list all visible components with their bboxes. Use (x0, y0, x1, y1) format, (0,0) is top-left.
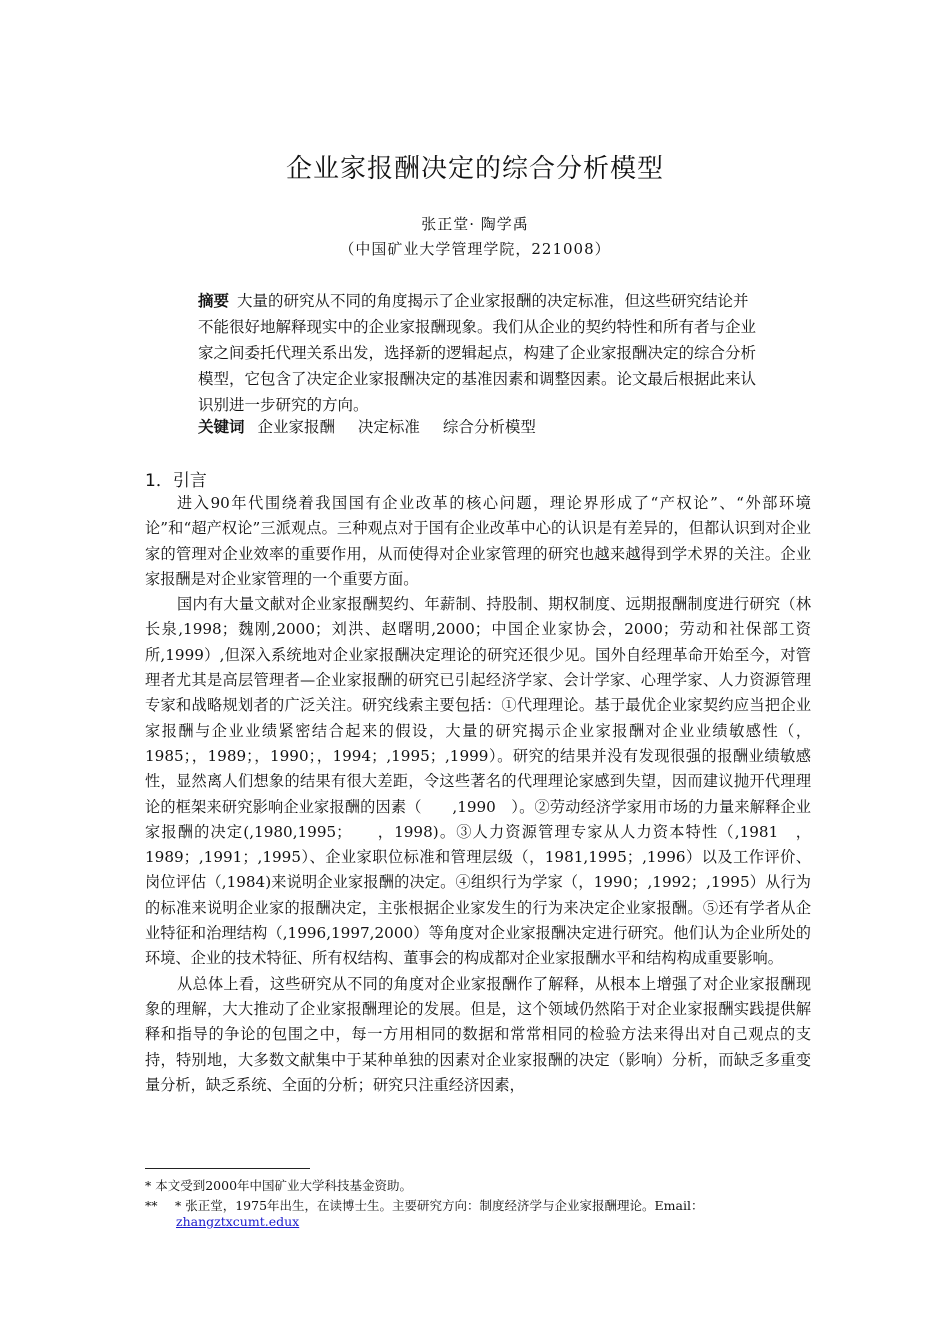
keyword-item: 决定标准 (357, 418, 420, 436)
affiliation-line: （中国矿业大学管理学院，221008） (339, 240, 611, 258)
footnote-divider (145, 1168, 310, 1169)
abstract-text: 大量的研究从不同的角度揭示了企业家报酬的决定标准，但这些研究结论并不能很好地解释现实中的企业家报酬现象。我们从企业的契约特性和所有者与企业家之间委托代理关系出发，选择新的逻辑起点，构建了企业家报酬决定的综合分析模型，它包含了决定企业家报酬决定的基准因素和调整因素。论文最后根据此来认识别进一步研究的方向。 (198, 292, 757, 414)
keyword-item: 综合分析模型 (442, 418, 536, 436)
keywords-label: 关键词 (198, 418, 245, 436)
footnote-author-text: * 张正堂，1975年出生，在读博士生。主要研究方向：制度经济学与企业家报酬理论。Email： (175, 1198, 704, 1213)
paragraph: 进入90年代围绕着我国国有企业改革的核心问题，理论界形成了“产权论”、“外部环境论”和“超产权论”三派观点。三种观点对于国有企业改革中心的认识是有差异的，但都认识到对企业家的管理对企业效率的重要作用，从而使得对企业家管理的研究也越来越得到学术界的关注。企业家报酬是对企业家管理的一个重要方面。 (145, 494, 811, 588)
author-line: 张正堂· 陶学禹 (421, 215, 529, 233)
paragraph: 国内有大量文献对企业家报酬契约、年薪制、持股制、期权制度、远期报酬制度进行研究（林长泉,1998；魏刚,2000；刘洪、赵曙明,2000；中国企业家协会，2000；劳动和社保部工资所,1999）,但深入系统地对企业家报酬决定理论的研究还很少见。国外自经理革命开始至今，对管理者尤其是高层管理者—企业家报酬的研究已引起经济学家、会计学家、心理学家、人力资源管理专家和战略规划者的广泛关注。研究线索主要包括：①代理理论。基于最优企业家契约应当把企业家报酬与企业业绩紧密结合起来的假设，大量的研究揭示企业家报酬对企业业绩敏感性（，1985；，1989；，1990；，1994；,1995；,1999）。研究的结果并没有发现很强的报酬业绩敏感性，显然离人们想象的结果有很大差距，令这些著名的代理理论家感到失望，因而建议抛开代理理论的框架来研究影响企业家报酬的因素（ ,1990 ）。②劳动经济学家用市场的力量来解释企业家报酬的决定(,1980,1995； ，1998)。③人力资源管理专家从人力资本特性（,1981 ，1989；,1991；,1995）、企业家职位标准和管理层级（，1981,1995；,1996）以及工作评价、岗位评估（,1984)来说明企业家报酬的决定。④组织行为学家（，1990；,1992；,1995）从行为的标准来说明企业家的报酬决定，主张根据企业家发生的行为来决定企业家报酬。⑤还有学者从企业特征和治理结构（,1996,1997,2000）等角度对企业家报酬决定进行研究。他们认为企业所处的环境、企业的技术特征、所有权结构、董事会的构成都对企业家报酬水平和结构构成重要影响。 (145, 595, 811, 968)
email-link[interactable]: zhangztxcumt.edux (176, 1214, 300, 1229)
footnote-funding: * 本文受到2000年中国矿业大学科技基金资助。 (145, 1178, 413, 1193)
body-text (145, 491, 811, 1098)
keyword-item: 企业家报酬 (257, 418, 335, 436)
abstract-block (198, 288, 758, 418)
paragraph: 从总体上看，这些研究从不同的角度对企业家报酬作了解释，从根本上增强了对企业家报酬现象的理解，大大推动了企业家报酬理论的发展。但是，这个领域仍然陷于对企业家报酬实践提供解释和指导的争论的包围之中，每一方用相同的数据和常常相同的检验方法来得出对自己观点的支持，特别地，大多数文献集中于某种单独的因素对企业家报酬的决定（影响）分析，而缺乏多重变量分析，缺乏系统、全面的分析；研究只注重经济因素， (145, 974, 811, 1094)
abstract-label: 摘要 (198, 292, 230, 310)
keywords-block (198, 414, 758, 440)
footnote-marker: ** (145, 1198, 158, 1213)
section-heading: 1．引言 (145, 471, 207, 491)
paper-title: 企业家报酬决定的综合分析模型 (285, 154, 664, 184)
footnote-author (145, 1196, 795, 1229)
